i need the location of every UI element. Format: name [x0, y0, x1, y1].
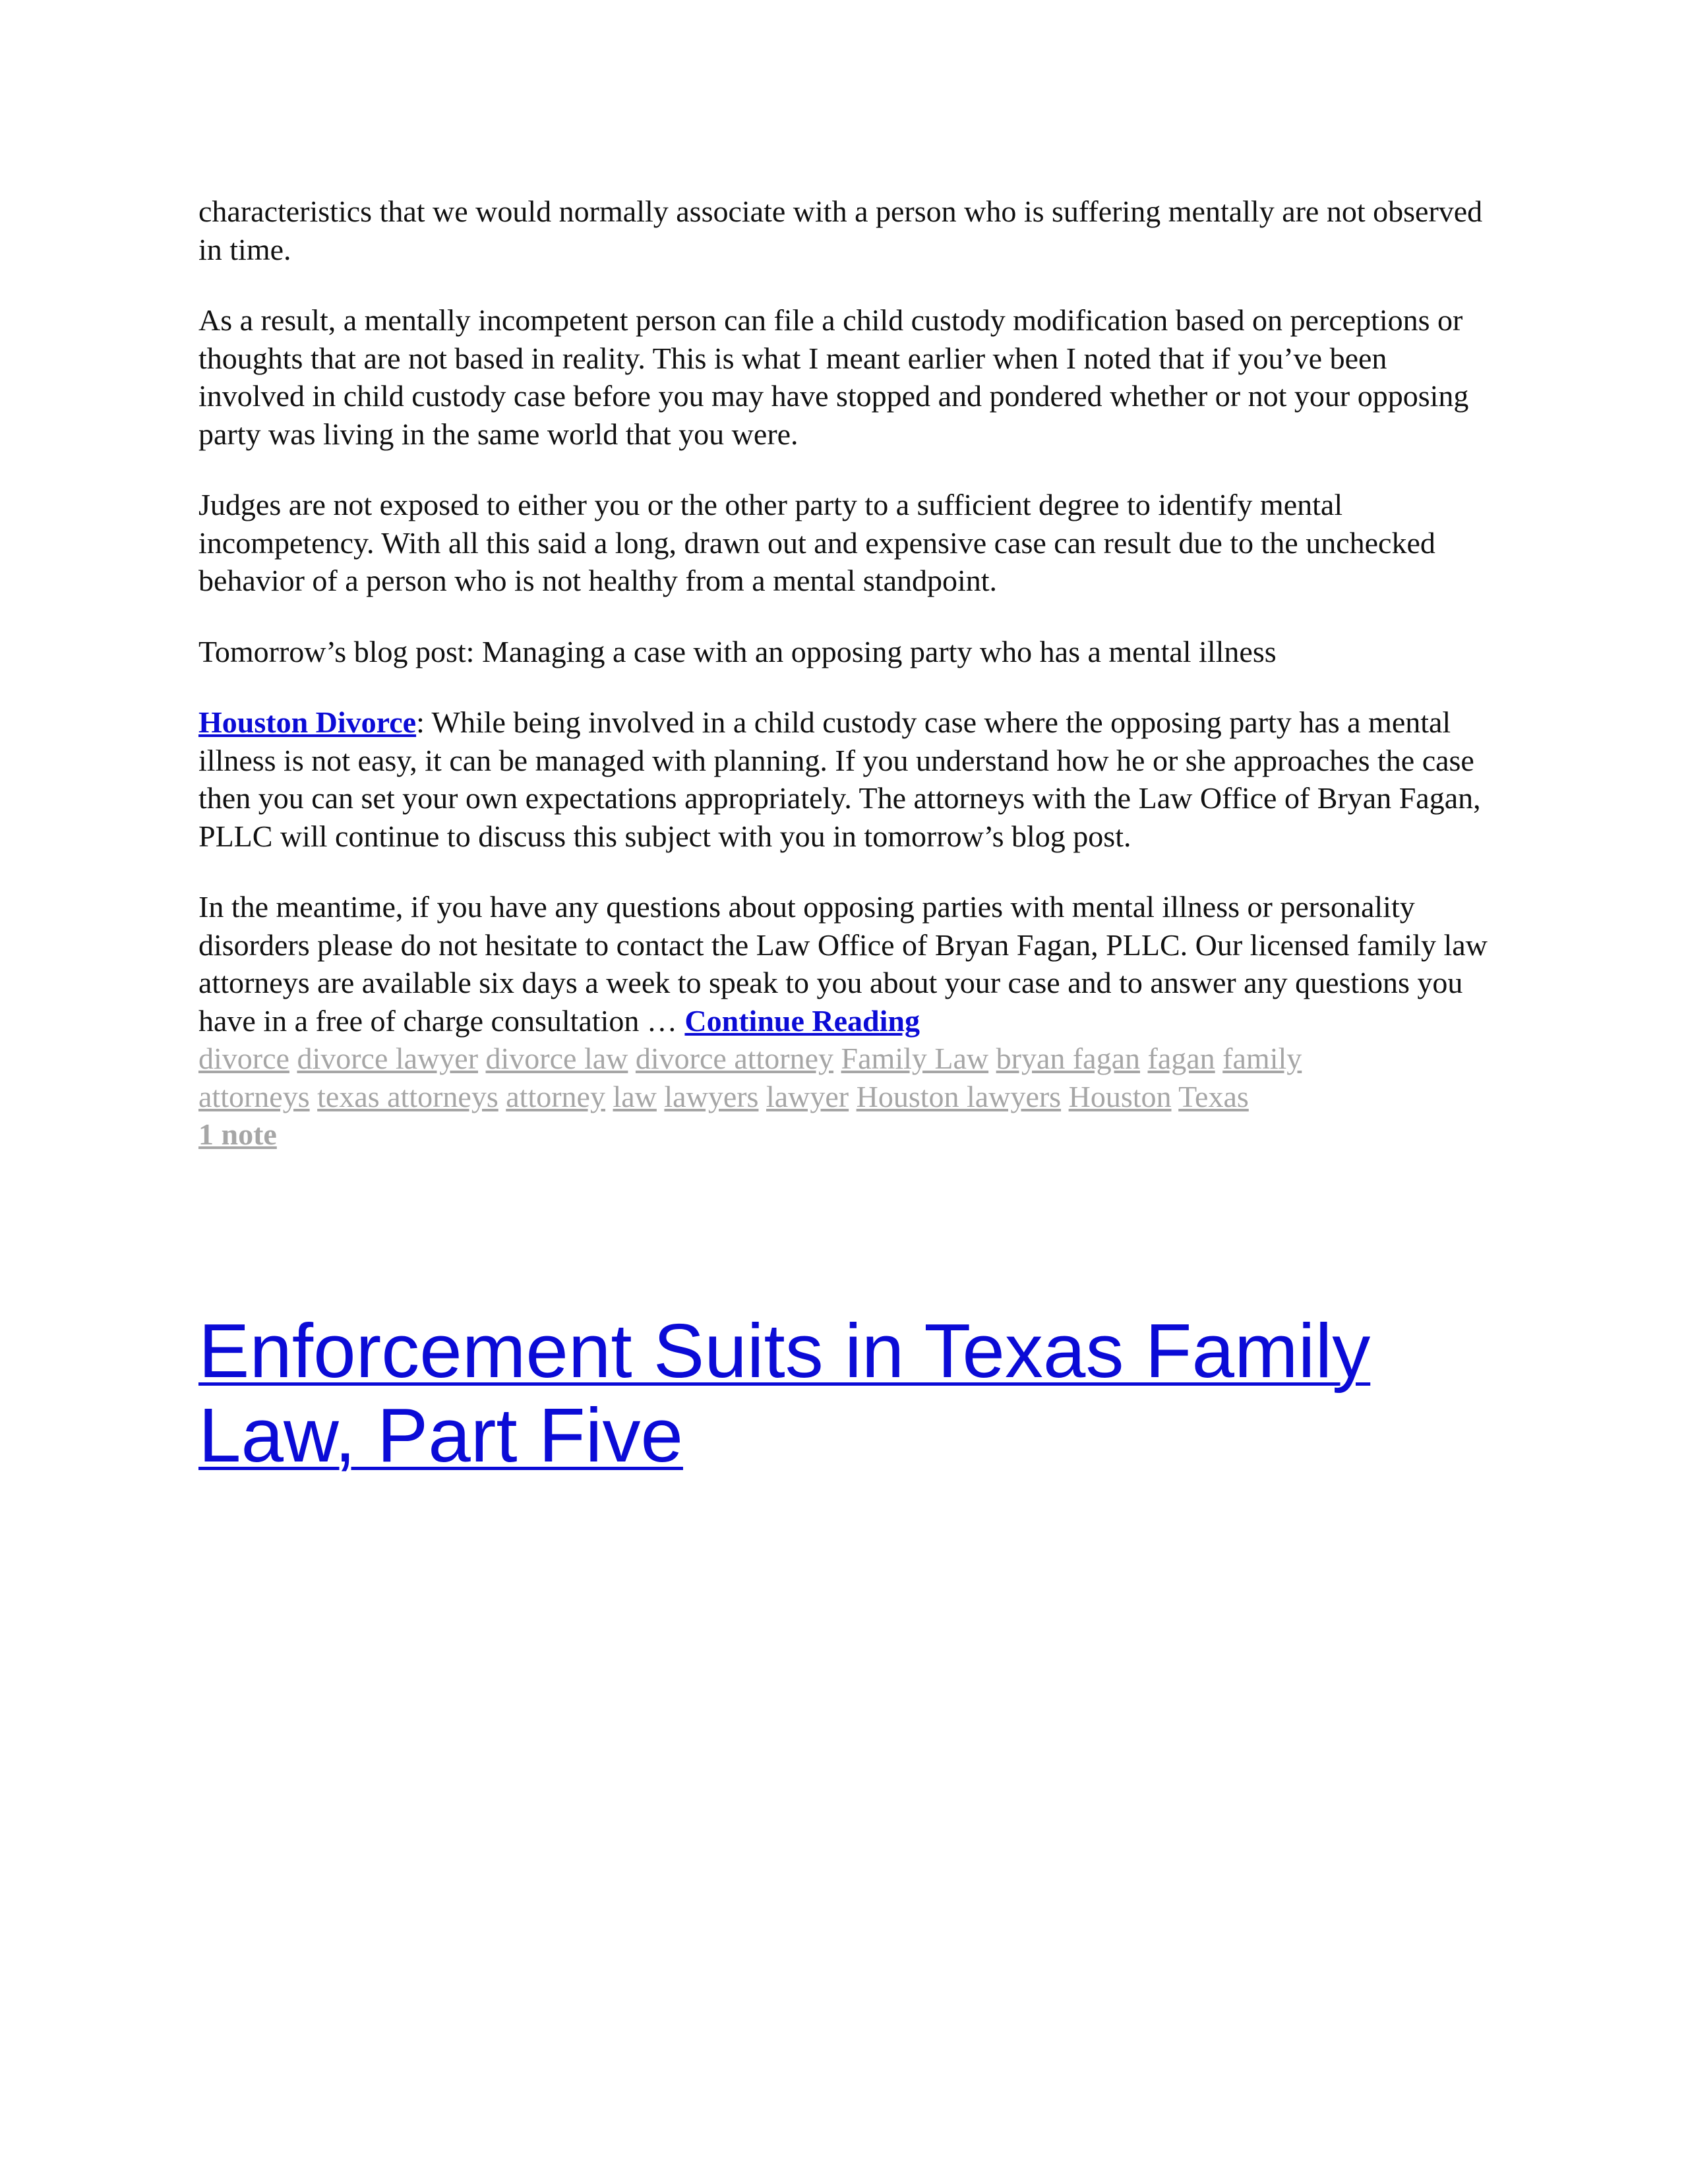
tag-link[interactable]: divorce law [485, 1042, 628, 1075]
tag-link[interactable]: fagan [1147, 1042, 1215, 1075]
tag-link[interactable]: texas attorneys [317, 1079, 498, 1113]
continue-reading-link[interactable]: Continue Reading [684, 1003, 920, 1038]
tag-link[interactable]: Texas [1178, 1079, 1249, 1113]
tag-link[interactable]: lawyers [664, 1079, 759, 1113]
tag-link[interactable]: Houston lawyers [856, 1079, 1062, 1113]
tag-link[interactable]: attorney [506, 1079, 605, 1113]
paragraph-5 [198, 703, 1491, 855]
paragraph-6-text: In the meantime, if you have any questions about opposing parties with mental illness or personality disorders please do not hesitate to contact the Law Office of Bryan Fagan, PLLC. Our licensed family law attorneys are available six days a week to speak to you about your case and to answer any questions you have in a free of charge consultation … [198, 890, 1488, 1038]
paragraph-4: Tomorrow’s blog post: Managing a case with an opposing party who has a mental illness [198, 634, 1277, 668]
next-post-title [198, 1309, 1491, 1477]
tag-link[interactable]: bryan fagan [996, 1042, 1141, 1075]
post-body [198, 192, 1491, 1154]
paragraph-2: As a result, a mentally incompetent person can file a child custody modification based on perceptions or thoughts that are not based in reality. This is what I meant earlier when I noted that if you’ve been involved in child custody case before you may have stopped and pondered whether or not your opposing party was living in the same world that you were. [198, 303, 1469, 451]
next-post-title-link[interactable]: Enforcement Suits in Texas Family Law, Part Five [198, 1308, 1371, 1478]
paragraph-5-text: : While being involved in a child custody case where the opposing party has a mental illness is not easy, it can be managed with planning. If you understand how he or she approaches the case then you can set your own expectations appropriately. The attorneys with the Law Office of Bryan Fagan, PLLC will continue to discuss this subject with you in tomorrow’s blog post. [198, 705, 1481, 853]
tag-link[interactable]: lawyer [766, 1079, 849, 1113]
tag-link[interactable]: Family Law [841, 1042, 989, 1075]
tag-link[interactable]: attorneys [198, 1079, 310, 1113]
tag-link[interactable]: Houston [1068, 1079, 1172, 1113]
tag-list [198, 1040, 1319, 1115]
tag-link[interactable]: divorce lawyer [297, 1042, 479, 1075]
tag-link[interactable]: family [1222, 1042, 1302, 1075]
paragraph-3: Judges are not exposed to either you or the other party to a sufficient degree to identify mental incompetency. With all this said a long, drawn out and expensive case can result due to the unchecked behavior of a person who is not healthy from a mental standpoint. [198, 488, 1435, 597]
tag-link[interactable]: divorce attorney [635, 1042, 834, 1075]
tag-link[interactable]: divorce [198, 1042, 289, 1075]
paragraph-1: characteristics that we would normally associate with a person who is suffering mentally are not observed in time. [198, 194, 1483, 266]
houston-divorce-link[interactable]: Houston Divorce [198, 705, 417, 739]
tag-link[interactable]: law [613, 1079, 657, 1113]
notes-count-link[interactable]: 1 note [198, 1117, 277, 1151]
paragraph-6 [198, 888, 1491, 1040]
